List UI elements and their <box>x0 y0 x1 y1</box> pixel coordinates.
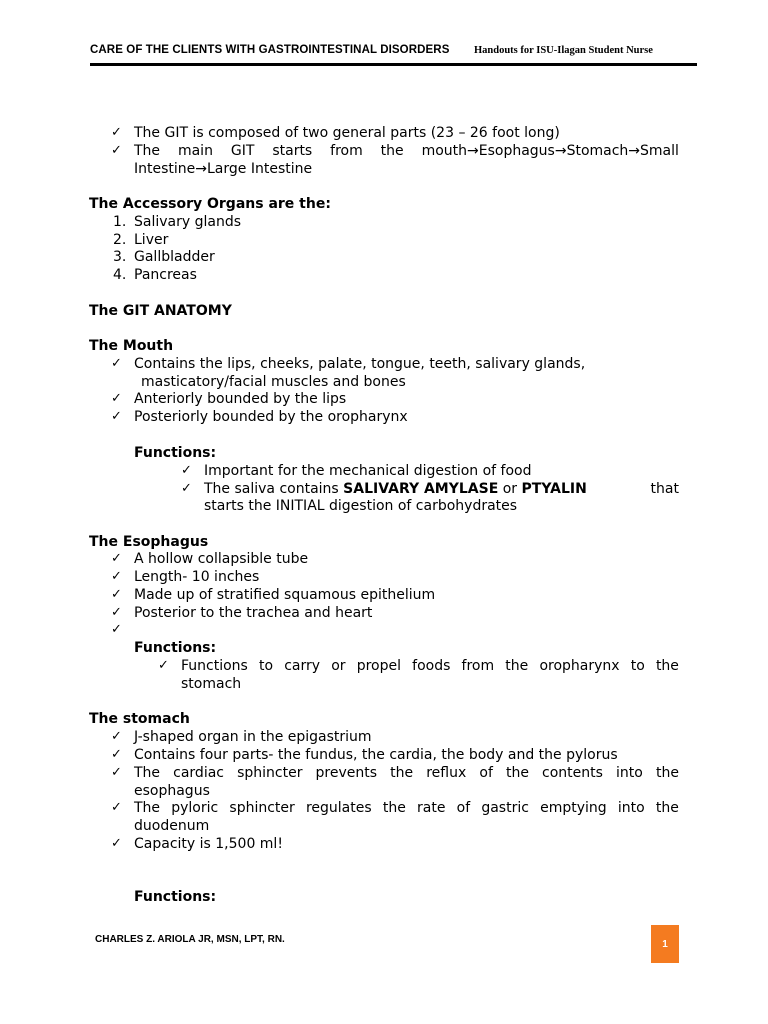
check-icon: ✓ <box>181 463 192 478</box>
esophagus-functions-heading: Functions: <box>134 640 217 656</box>
check-icon: ✓ <box>111 587 122 602</box>
check-icon: ✓ <box>111 125 122 140</box>
list-number: 1. <box>113 214 127 230</box>
stomach-bullet-3-cont: esophagus <box>134 783 210 799</box>
mouth-heading: The Mouth <box>89 338 174 354</box>
stomach-heading: The stomach <box>89 711 190 727</box>
mouth-function-1: Important for the mechanical digestion of food <box>204 463 532 479</box>
mouth-function-2-cont: starts the INITIAL digestion of carbohydrates <box>204 498 518 514</box>
stomach-bullet-5: Capacity is 1,500 ml! <box>134 836 283 852</box>
check-icon: ✓ <box>111 836 122 851</box>
accessory-heading: The Accessory Organs are the: <box>89 196 331 212</box>
intro-bullet-2: The main GIT starts from the mouth→Esophagus→Stomach→Small <box>134 143 679 159</box>
check-icon: ✓ <box>111 356 122 371</box>
list-item: Salivary glands <box>134 214 242 230</box>
list-item: Pancreas <box>134 267 197 283</box>
list-item: Gallbladder <box>134 249 215 265</box>
check-icon: ✓ <box>111 800 122 815</box>
check-icon: ✓ <box>111 765 122 780</box>
check-icon: ✓ <box>111 409 122 424</box>
stomach-functions-heading: Functions: <box>134 889 217 905</box>
esophagus-bullet-1: A hollow collapsible tube <box>134 551 309 567</box>
mouth-functions-heading: Functions: <box>134 445 217 461</box>
page-number-badge: 1 <box>651 925 679 963</box>
stomach-bullet-3: The cardiac sphincter prevents the reflux of the contents into the <box>134 765 679 781</box>
stomach-bullet-2: Contains four parts- the fundus, the cardia, the body and the pylorus <box>134 747 618 763</box>
list-item: Liver <box>134 232 169 248</box>
mouth-bullet-2: Anteriorly bounded by the lips <box>134 391 347 407</box>
check-icon: ✓ <box>111 729 122 744</box>
check-icon: ✓ <box>181 481 192 496</box>
check-icon: ✓ <box>111 143 122 158</box>
check-icon: ✓ <box>111 622 122 637</box>
esophagus-bullet-4: Posterior to the trachea and heart <box>134 605 373 621</box>
stomach-bullet-1: J-shaped organ in the epigastrium <box>134 729 372 745</box>
stomach-bullet-4-cont: duodenum <box>134 818 210 834</box>
intro-bullet-2-cont: Intestine→Large Intestine <box>134 161 313 177</box>
stomach-bullet-4: The pyloric sphincter regulates the rate of gastric emptying into the <box>134 800 679 816</box>
check-icon: ✓ <box>111 605 122 620</box>
list-number: 4. <box>113 267 127 283</box>
esophagus-bullet-3: Made up of stratified squamous epithelium <box>134 587 436 603</box>
check-icon: ✓ <box>158 658 169 673</box>
intro-bullet-1: The GIT is composed of two general parts (23 – 26 foot long) <box>134 125 560 141</box>
esophagus-function-1-cont: stomach <box>181 676 242 692</box>
mouth-bullet-1-cont: masticatory/facial muscles and bones <box>141 374 406 390</box>
anatomy-heading: The GIT ANATOMY <box>89 303 232 319</box>
header-rule <box>90 63 697 66</box>
check-icon: ✓ <box>111 747 122 762</box>
esophagus-bullet-2: Length- 10 inches <box>134 569 260 585</box>
check-icon: ✓ <box>111 569 122 584</box>
list-number: 3. <box>113 249 127 265</box>
mouth-bullet-1: Contains the lips, cheeks, palate, tongue, teeth, salivary glands, <box>134 356 586 372</box>
check-icon: ✓ <box>111 391 122 406</box>
header-subtitle: Handouts for ISU-Ilagan Student Nurse <box>474 45 653 56</box>
mouth-function-2: The saliva contains SALIVARY AMYLASE or PTYALIN that <box>204 481 679 497</box>
footer-author: CHARLES Z. ARIOLA JR, MSN, LPT, RN. <box>95 934 285 945</box>
header-title: CARE OF THE CLIENTS WITH GASTROINTESTINAL DISORDERS <box>90 44 450 56</box>
check-icon: ✓ <box>111 551 122 566</box>
esophagus-heading: The Esophagus <box>89 534 209 550</box>
mouth-bullet-3: Posteriorly bounded by the oropharynx <box>134 409 408 425</box>
list-number: 2. <box>113 232 127 248</box>
esophagus-function-1: Functions to carry or propel foods from the oropharynx to the <box>181 658 679 674</box>
